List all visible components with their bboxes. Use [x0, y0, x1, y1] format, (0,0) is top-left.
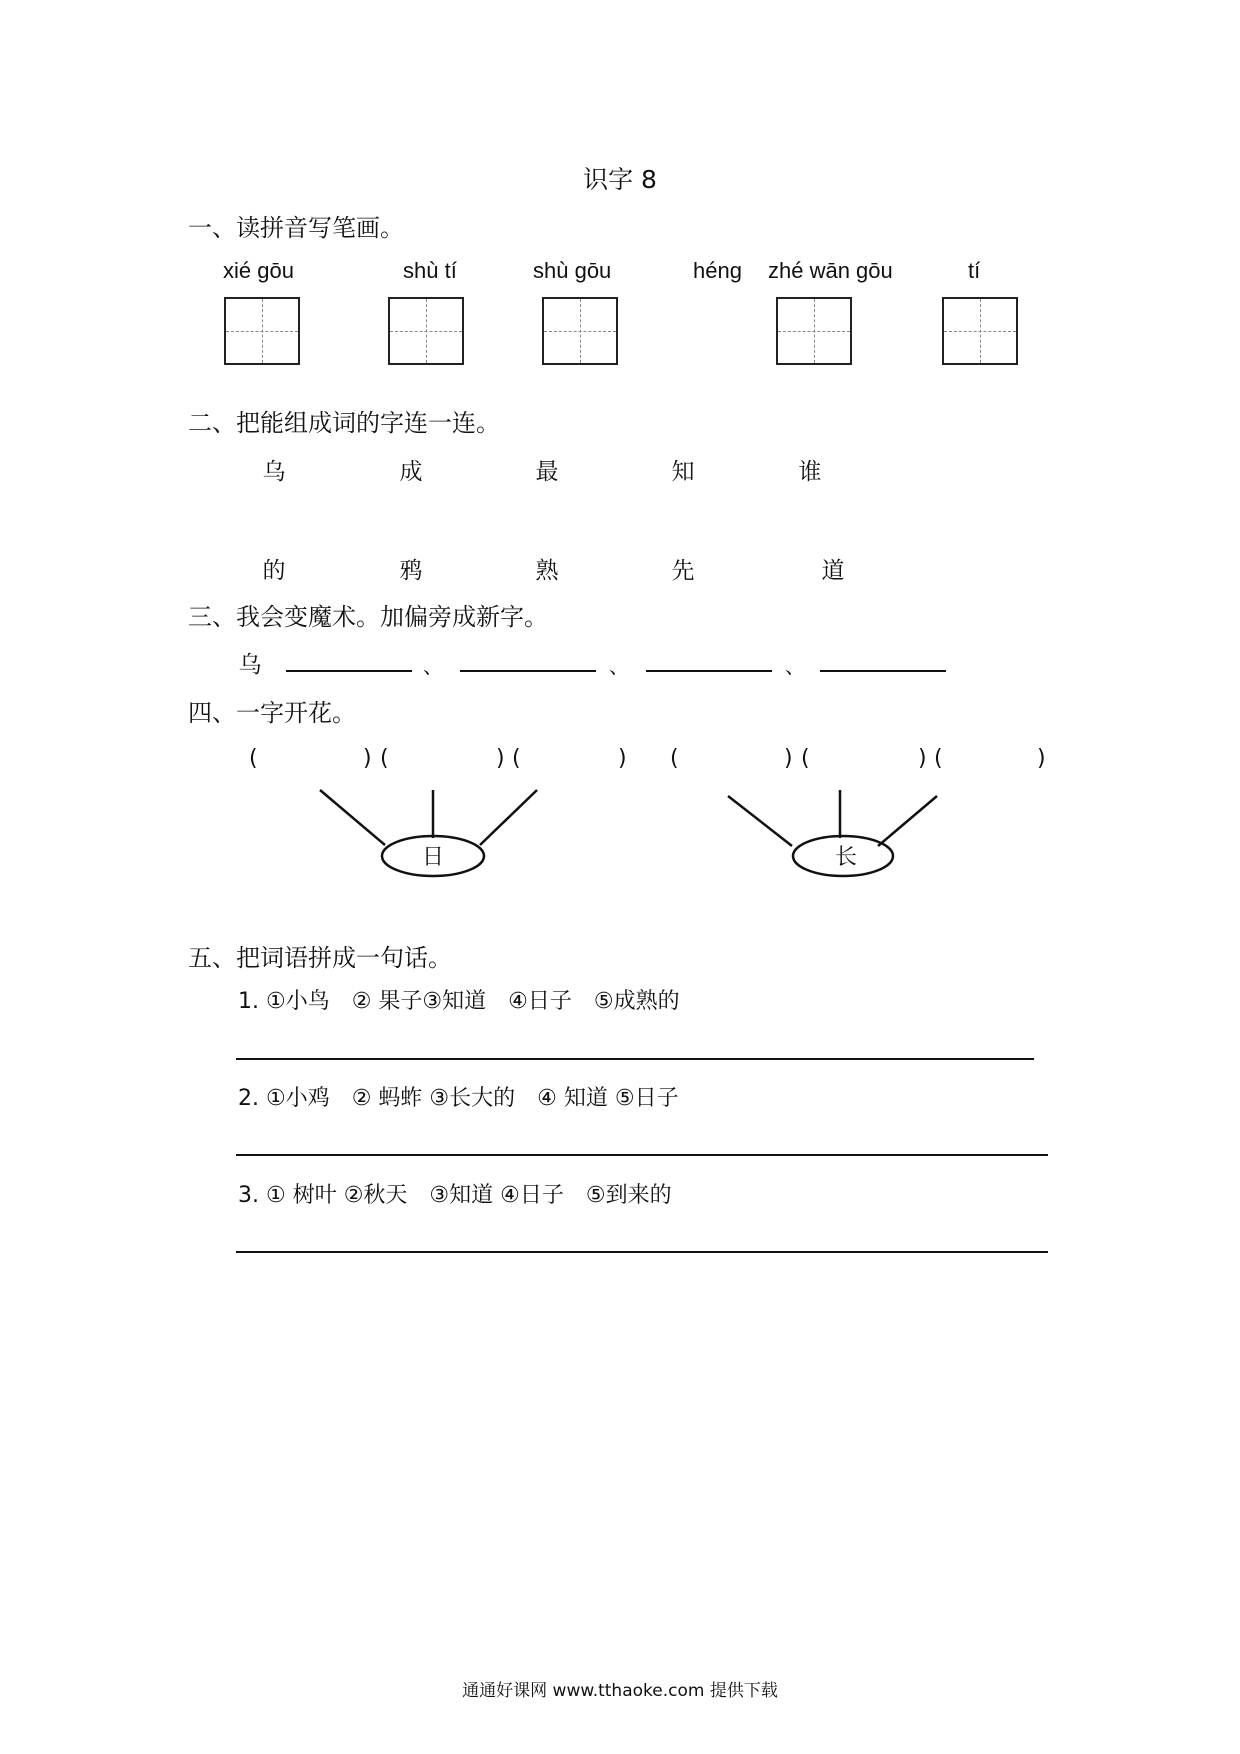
flower-stem [480, 790, 537, 845]
answer-line-3[interactable] [236, 1251, 1048, 1253]
center-char-left: 日 [421, 845, 444, 870]
section-2-heading: 二、把能组成词的字连一连。 [188, 409, 500, 437]
section-3-heading: 三、我会变魔术。加偏旁成新字。 [188, 603, 548, 631]
top-char-3[interactable]: 最 [535, 459, 559, 485]
paren-close-6: ) [1037, 746, 1046, 771]
top-char-1[interactable]: 乌 [262, 459, 286, 485]
pinyin-3: shù gōu [533, 258, 612, 283]
paren-close-2: ) [496, 746, 505, 771]
paren-close-6: ( [934, 746, 943, 771]
paren-open-1: ( [249, 746, 258, 771]
paren-close-4: ) [784, 746, 793, 771]
page-title: 识字 8 [583, 165, 657, 194]
base-char: 乌 [238, 652, 262, 678]
sentence-item-3: 3. ① 树叶 ②秋天 ③知道 ④日子 ⑤到来的 [238, 1183, 672, 1208]
bottom-char-2[interactable]: 鸦 [399, 558, 423, 584]
flower-stem [878, 796, 937, 846]
top-char-4[interactable]: 知 [671, 459, 695, 485]
separator: 、 [785, 654, 805, 678]
answer-line-2[interactable] [236, 1154, 1048, 1156]
bottom-char-3[interactable]: 熟 [535, 558, 559, 584]
section-1-heading: 一、读拼音写笔画。 [188, 214, 404, 242]
paren-close-3: ) [618, 746, 627, 771]
pinyin-1: xié gōu [223, 258, 294, 283]
top-char-2[interactable]: 成 [399, 459, 423, 485]
pinyin-6: tí [968, 258, 981, 283]
bottom-char-5[interactable]: 道 [821, 558, 845, 584]
sentence-item-2: 2. ①小鸡 ② 蚂蚱 ③长大的 ④ 知道 ⑤日子 [238, 1086, 679, 1111]
flower-stem [320, 790, 385, 845]
separator: 、 [423, 654, 443, 678]
footer-credit: 通通好课网 www.tthaoke.com 提供下载 [462, 1681, 778, 1701]
paren-close-1: ) [363, 746, 372, 771]
bottom-char-4[interactable]: 先 [671, 558, 695, 584]
flower-stem [728, 796, 792, 846]
section-4-heading: 四、一字开花。 [188, 699, 356, 727]
separator: 、 [609, 654, 629, 678]
pinyin-5: zhé wān gōu [768, 258, 893, 283]
center-char-right: 长 [834, 845, 857, 870]
paren-open-5: ( [801, 746, 810, 771]
top-char-5[interactable]: 谁 [798, 459, 822, 485]
paren-open-3: ( [512, 746, 521, 771]
pinyin-4: héng [693, 258, 742, 283]
answer-line-1[interactable] [236, 1058, 1034, 1060]
section-5-heading: 五、把词语拼成一句话。 [188, 944, 452, 972]
pinyin-2: shù tí [403, 258, 457, 283]
bottom-char-1[interactable]: 的 [262, 558, 286, 584]
paren-open-4: ( [670, 746, 679, 771]
paren-close-5: ) [918, 746, 927, 771]
paren-open-2: ( [380, 746, 389, 771]
sentence-item-1: 1. ①小鸟 ② 果子③知道 ④日子 ⑤成熟的 [238, 989, 680, 1014]
